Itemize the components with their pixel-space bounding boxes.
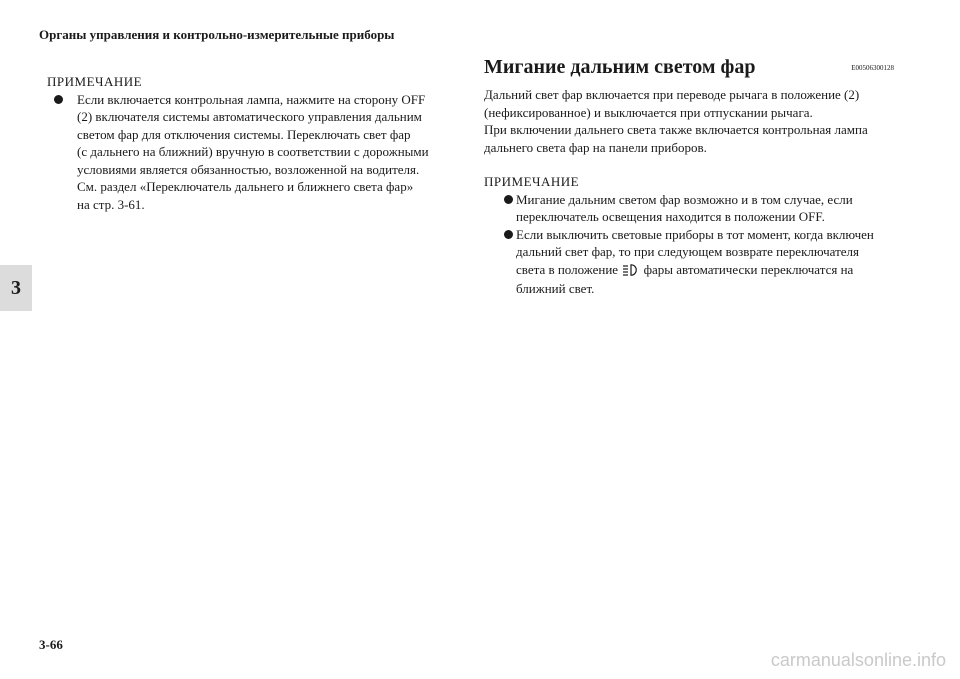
body-line: (нефиксированное) и выключается при отпускании рычага. <box>484 104 813 120</box>
note-line: (2) включателя системы автоматического управления дальним <box>77 109 422 124</box>
note-item <box>484 226 894 298</box>
note-line: Мигание дальним светом фар возможно и в том случае, если <box>516 191 853 207</box>
body-line: дальнего света фар на панели приборов. <box>484 139 707 155</box>
bullet-icon <box>504 230 513 239</box>
section-heading <box>484 55 894 79</box>
note-item <box>47 91 457 214</box>
note-line: светом фар для отключения системы. Переключать свет фар <box>77 126 411 142</box>
note-label: ПРИМЕЧАНИЕ <box>47 74 143 89</box>
note-list <box>47 91 457 214</box>
note-line: Если выключить световые приборы в тот момент, когда включен <box>516 226 874 242</box>
headlight-icon <box>623 263 638 281</box>
note-line: дальний свет фар, то при следующем возврате переключателя <box>516 244 859 259</box>
section-code: E00506300128 <box>851 63 894 72</box>
section-title: Мигание дальним светом фар <box>484 56 756 78</box>
note-line: См. раздел «Переключатель дальнего и ближнего света фар» <box>77 179 414 194</box>
note-list <box>484 191 894 298</box>
note-line: ближний свет. <box>516 281 595 296</box>
right-column <box>484 55 894 298</box>
note-line <box>516 261 894 281</box>
chapter-tab <box>0 265 32 311</box>
page-header: Органы управления и контрольно-измерительные приборы <box>39 27 395 42</box>
watermark: carmanualsonline.info <box>770 650 946 670</box>
note-item <box>484 191 894 226</box>
note-line: переключатель освещения находится в положении OFF. <box>516 209 825 224</box>
bullet-icon <box>504 195 513 204</box>
note-label: ПРИМЕЧАНИЕ <box>484 174 580 189</box>
body-text <box>484 86 894 156</box>
bullet-icon <box>54 95 63 104</box>
chapter-number: 3 <box>11 276 21 299</box>
body-line: Дальний свет фар включается при переводе рычага в положение (2) <box>484 87 860 102</box>
note-line: условиями является обязанностью, возложенной на водителя. <box>77 161 420 177</box>
body-line: При включении дальнего света также включается контрольная лампа <box>484 122 868 137</box>
note-text: фары автоматически переключатся на <box>643 261 854 277</box>
page-number: 3-66 <box>39 637 63 652</box>
note-text: света в положение <box>516 261 619 277</box>
note-line: (с дальнего на ближний) вручную в соответствии с дорожными <box>77 144 429 159</box>
note-line: Если включается контрольная лампа, нажмите на сторону OFF <box>77 91 426 107</box>
note-line: на стр. 3-61. <box>77 196 145 212</box>
left-column <box>47 73 457 213</box>
